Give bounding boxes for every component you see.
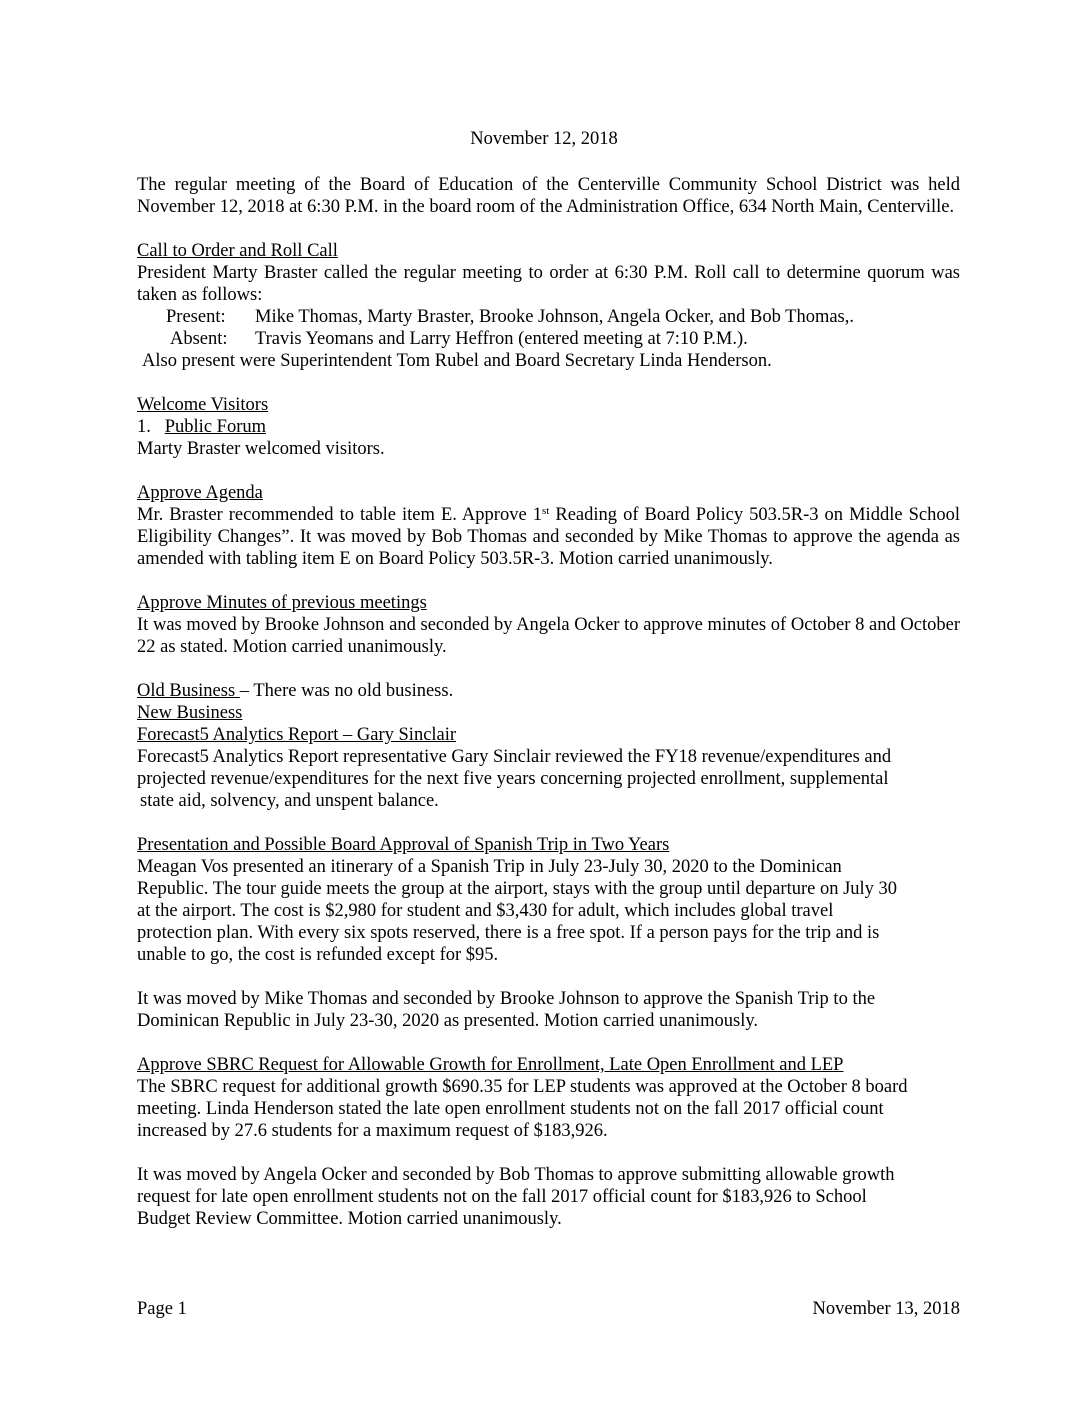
forecast-line: projected revenue/expenditures for the next five years concerning projected enrollment, supplemental [137,769,889,789]
section-heading-call-to-order: Call to Order and Roll Call [137,241,338,261]
section-heading-old-business: Old Business [137,681,240,701]
section-heading-forecast: Forecast5 Analytics Report – Gary Sinclair [137,725,457,745]
spanish-trip-line: unable to go, the cost is refunded except for $95. [137,945,499,965]
item-number: 1. [137,417,151,437]
section-heading-new-business: New Business [137,703,243,723]
spanish-trip-line: at the airport. The cost is $2,980 for student and $3,430 for adult, which includes global travel [137,901,834,921]
forecast-line: state aid, solvency, and unspent balance. [140,791,439,811]
agenda-text: Mr. Braster recommended to table item E. Approve 1st Reading of Board Policy 503.5R-3 on Middle School Eligibility Changes”. It was moved by Bob Thomas and seconded by Mike Thomas to approve the agenda as amended with tabling item E on Board Policy 503.5R-3. Motion carried unanimously. [137,505,960,569]
absent-label: Absent: [170,329,228,349]
present-row [137,306,960,328]
absent-row [137,328,960,350]
intro-paragraph: The regular meeting of the Board of Education of the Centerville Community School District was held November 12, 2018 at 6:30 P.M. in the board room of the Administration Office, 634 North Main, Centerville. [137,175,960,217]
spanish-trip-line: Meagan Vos presented an itinerary of a Spanish Trip in July 23-July 30, 2020 to the Dominican [137,857,842,877]
spanish-trip-line: protection plan. With every six spots reserved, there is a free spot. If a person pays for the trip and is [137,923,880,943]
page-number: Page 1 [137,1299,187,1319]
sbrc-motion-line: Budget Review Committee. Motion carried unanimously. [137,1209,562,1229]
section-heading-agenda: Approve Agenda [137,483,263,503]
call-to-order-text: President Marty Braster called the regular meeting to order at 6:30 P.M. Roll call to determine quorum was taken as follows: [137,263,960,305]
welcome-text: Marty Braster welcomed visitors. [137,439,385,459]
public-forum-item [137,416,960,438]
sbrc-line: The SBRC request for additional growth $690.35 for LEP students was approved at the October 8 board [137,1077,908,1097]
present-names: Mike Thomas, Marty Braster, Brooke Johnson, Angela Ocker, and Bob Thomas,. [255,307,854,327]
public-forum-label: Public Forum [164,417,266,437]
section-heading-spanish-trip: Presentation and Possible Board Approval of Spanish Trip in Two Years [137,835,670,855]
section-heading-minutes: Approve Minutes of previous meetings [137,593,427,613]
present-label: Present: [166,307,226,327]
page-footer [137,1298,960,1320]
old-business-line [137,680,960,702]
also-present-text: Also present were Superintendent Tom Rubel and Board Secretary Linda Henderson. [142,351,772,371]
forecast-line: Forecast5 Analytics Report representative Gary Sinclair reviewed the FY18 revenue/expenditures and [137,747,892,767]
sbrc-line: meeting. Linda Henderson stated the late open enrollment students not on the fall 2017 official count [137,1099,884,1119]
sbrc-line: increased by 27.6 students for a maximum request of $183,926. [137,1121,608,1141]
spanish-trip-motion-line: Dominican Republic in July 23-30, 2020 as presented. Motion carried unanimously. [137,1011,759,1031]
spanish-trip-motion-line: It was moved by Mike Thomas and seconded by Brooke Johnson to approve the Spanish Trip to the [137,989,876,1009]
meeting-date: November 12, 2018 [470,129,618,149]
spanish-trip-line: Republic. The tour guide meets the group at the airport, stays with the group until departure on July 30 [137,879,898,899]
footer-date: November 13, 2018 [812,1299,960,1319]
section-heading-welcome: Welcome Visitors [137,395,269,415]
absent-names: Travis Yeomans and Larry Heffron (entered meeting at 7:10 P.M.). [255,329,748,349]
old-business-text: – There was no old business. [239,681,454,701]
document-body [137,174,960,1230]
minutes-text: It was moved by Brooke Johnson and seconded by Angela Ocker to approve minutes of October 8 and October 22 as stated. Motion carried unanimously. [137,615,960,657]
sbrc-motion-line: request for late open enrollment students not on the fall 2017 official count for $183,926 to School [137,1187,867,1207]
section-heading-sbrc: Approve SBRC Request for Allowable Growth for Enrollment, Late Open Enrollment and LEP [137,1055,844,1075]
sbrc-motion-line: It was moved by Angela Ocker and seconded by Bob Thomas to approve submitting allowable growth [137,1165,895,1185]
